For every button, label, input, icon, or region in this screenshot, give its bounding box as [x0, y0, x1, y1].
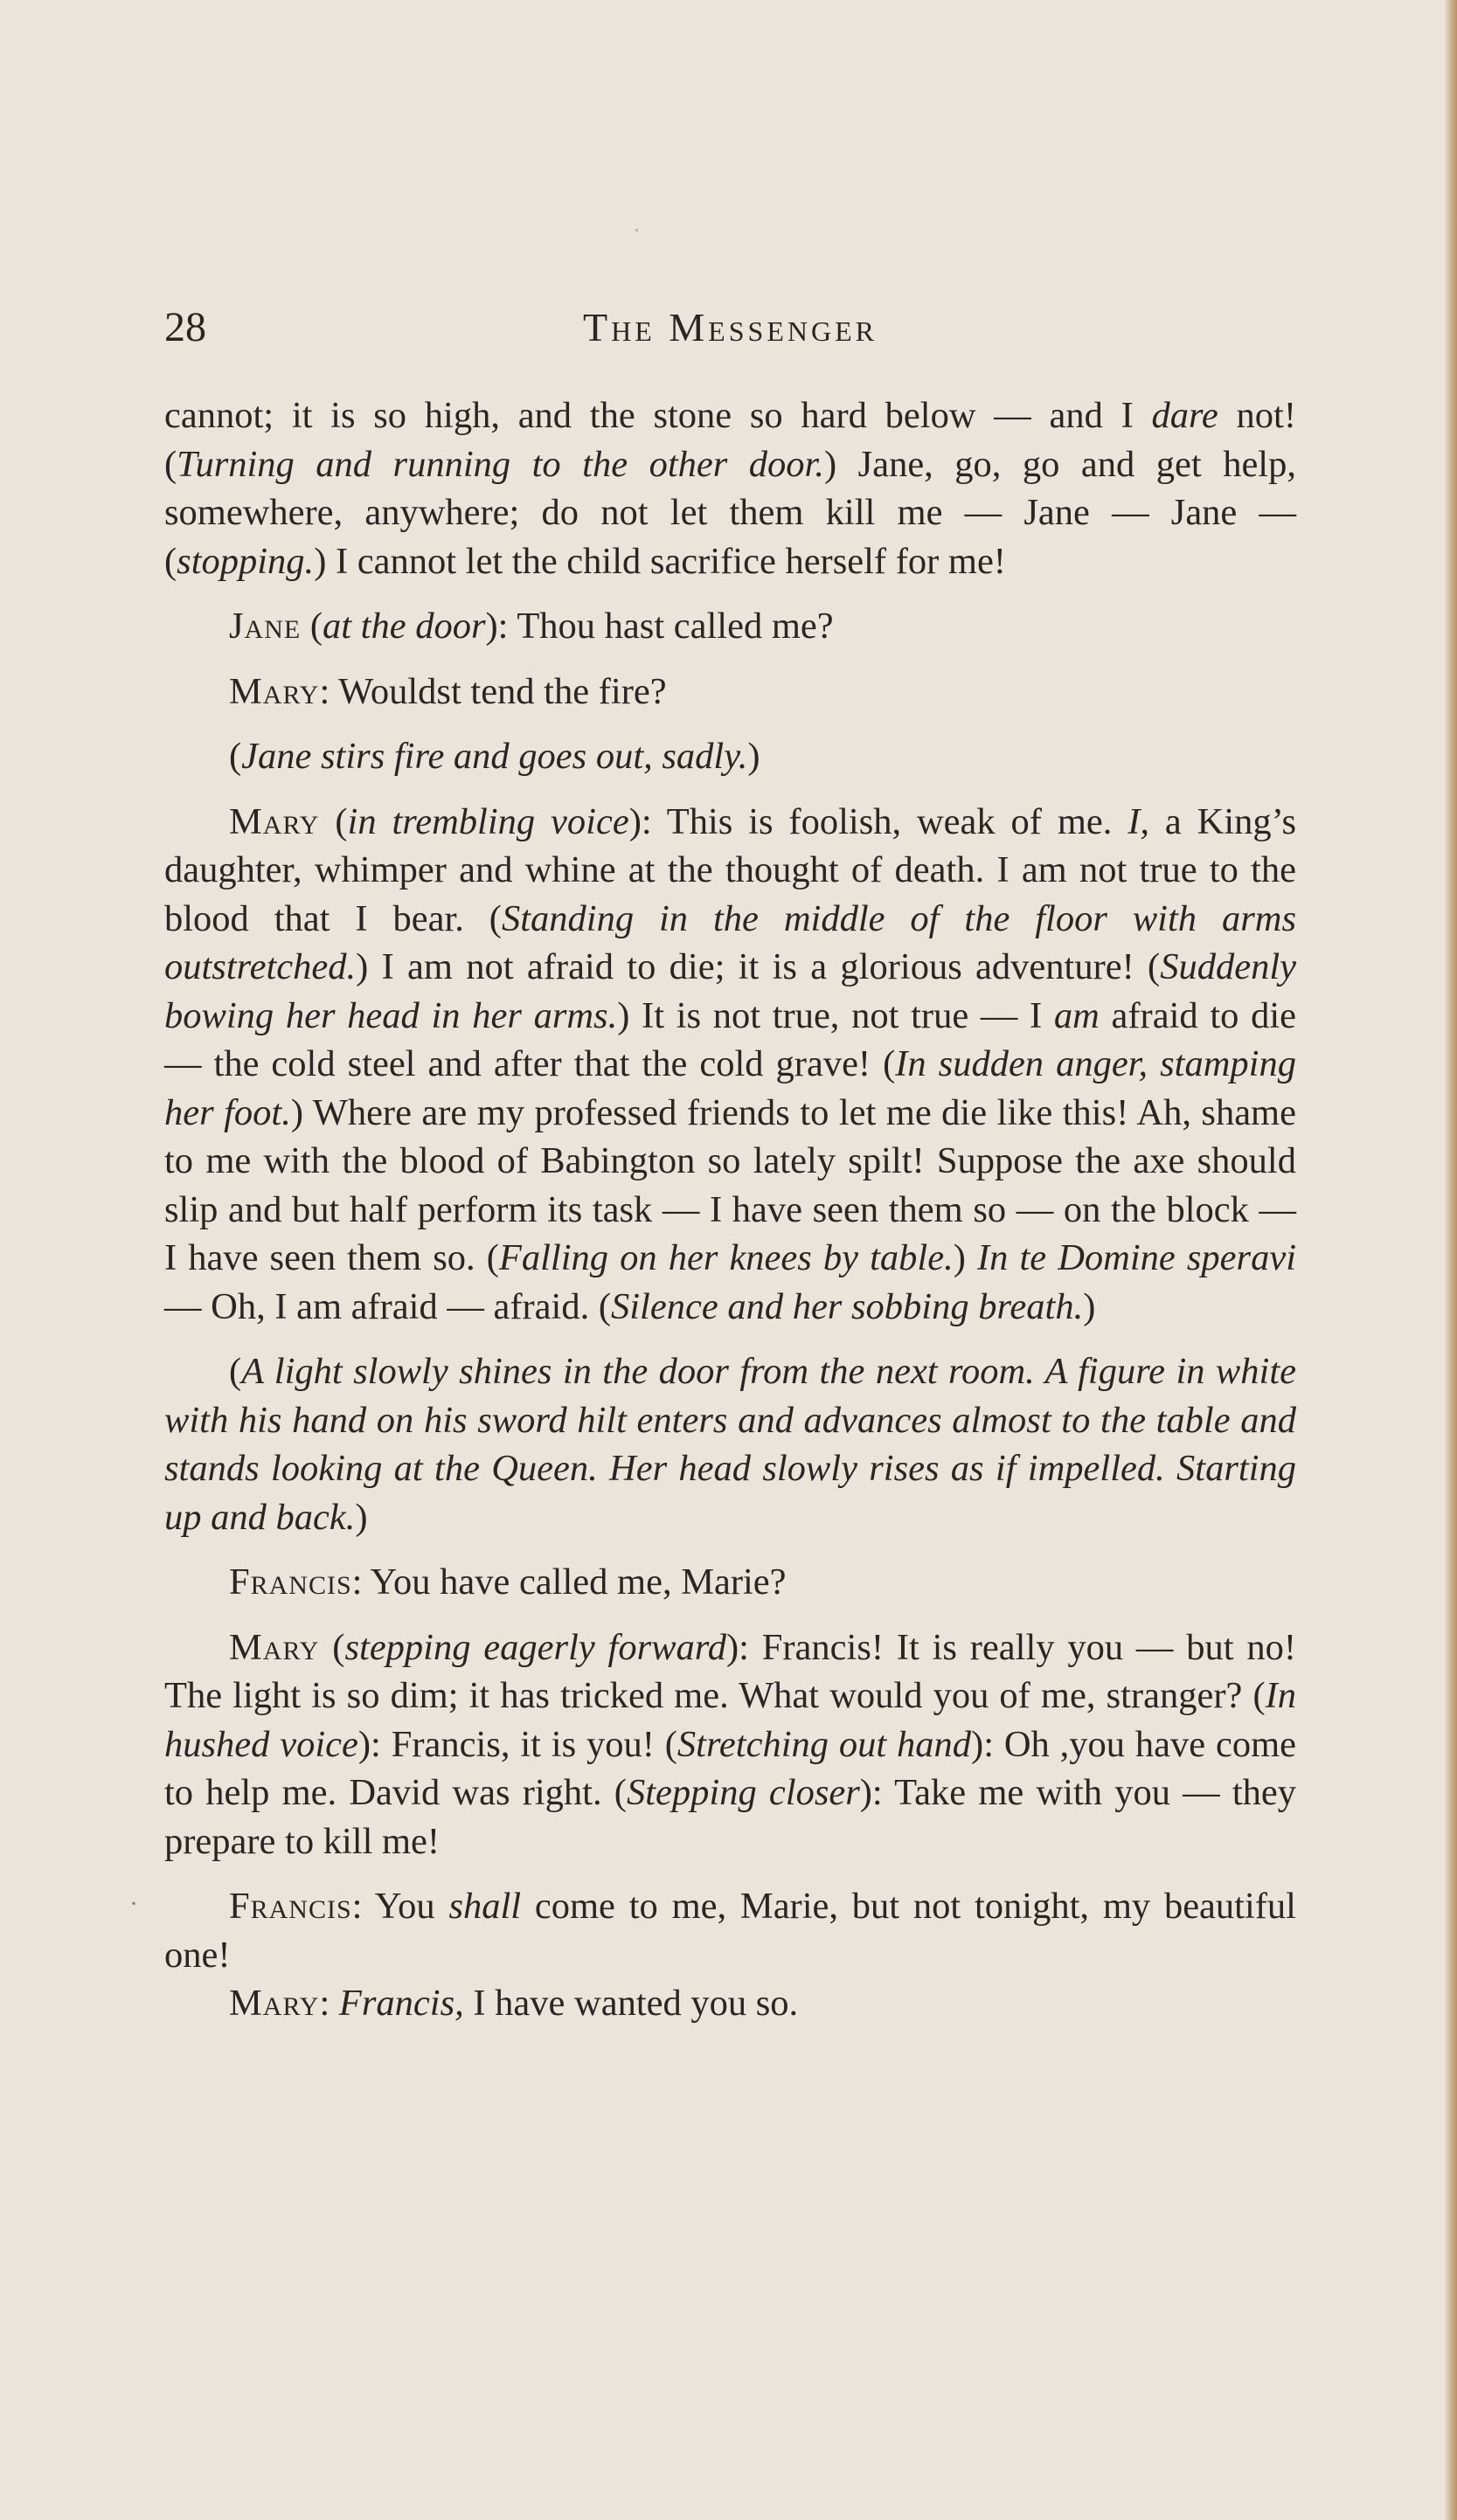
dialogue-text: ( [301, 606, 323, 647]
dialogue-text: ): Francis, it is you! ( [357, 1723, 677, 1765]
paper-speck [635, 229, 638, 232]
stage-direction-text: A light slowly shines in the door from the next room. A figure in white with his hand on his sword hilt enters and advances almost to the table and stands looking at the Queen. Her head slowly rises as if impelled. Starting up and back. [164, 1351, 1296, 1538]
paragraph [164, 602, 1296, 651]
paragraph [164, 1347, 1296, 1541]
dialogue-text: afraid to die — the cold steel and after that the cold grave! ( [164, 994, 1296, 1084]
stage-direction-text: In sudden anger, stamping her foot. [164, 1043, 1296, 1133]
paragraph [164, 798, 1296, 1332]
page-edge [1445, 0, 1457, 2520]
dialogue-text: ): This is foolish, weak of me. [628, 800, 1128, 842]
dialogue-text: ( [319, 800, 348, 842]
stage-direction-text: Francis, [338, 1983, 464, 2024]
dialogue-text: ) I am not afraid to die; it is a glorious adventure! ( [356, 946, 1161, 987]
stage-direction-text: Jane stirs fire and goes out, sadly. [241, 736, 748, 777]
speaker-name: Jane [229, 606, 302, 647]
dialogue-text: ) Jane, go, go and get help, somewhere, anywhere; do not let them kill me — Jane — Jane — ( [164, 443, 1296, 582]
speaker-name: Francis [229, 1886, 352, 1927]
stage-direction-text: Turning and running to the other door. [177, 443, 825, 485]
dialogue-text: : You [351, 1886, 449, 1927]
speaker-name: Mary [229, 800, 320, 842]
dialogue-text: ) It is not true, not true — I [617, 994, 1054, 1036]
stage-direction-text: stopping. [177, 540, 315, 582]
dialogue-text: — Oh, I am afraid — afraid. ( [164, 1285, 611, 1327]
dialogue-text: ( [229, 736, 242, 777]
speaker-name: Mary [229, 1626, 320, 1668]
stage-direction-text: Stretching out hand [676, 1723, 972, 1765]
paragraph [164, 732, 1296, 781]
speaker-name: Mary [229, 1983, 320, 2024]
speaker-name: Francis [229, 1561, 352, 1603]
dialogue-text: a King’s daughter, whimper and whine at the thought of death. I am not true to the blood that I bear. ( [164, 800, 1296, 939]
paragraph [164, 391, 1296, 585]
dialogue-text: ) [953, 1237, 977, 1278]
stage-direction-text: Standing in the middle of the floor with arms outstretched. [164, 897, 1296, 987]
paragraph [164, 1979, 1296, 2028]
speaker-name: Mary [229, 670, 320, 712]
play-text [164, 391, 1296, 2045]
dialogue-text: ): Francis! It is really you — but no! The light is so dim; it has tricked me. What would you of me, stranger? ( [164, 1626, 1296, 1716]
dialogue-text: : You have called me, Marie? [351, 1561, 787, 1603]
dialogue-text: ( [319, 1626, 345, 1668]
stage-direction-text: at the door [322, 606, 486, 647]
dialogue-text: : [319, 1983, 339, 2024]
paragraph [164, 1882, 1296, 1979]
margin-mark: · [129, 1889, 138, 1918]
stage-direction-text: stepping eagerly forward [344, 1626, 726, 1668]
dialogue-text: ) [355, 1496, 368, 1538]
stage-direction-text: am [1053, 994, 1100, 1036]
dialogue-text: cannot; it is so high, and the stone so hard below — and I [164, 395, 1152, 436]
stage-direction-text: in trembling voice [347, 800, 629, 842]
dialogue-text: ): Thou hast called me? [485, 606, 834, 647]
dialogue-text: not! ( [164, 395, 1296, 485]
stage-direction-text: In hushed voice [164, 1675, 1296, 1765]
page-number: 28 [164, 304, 206, 350]
dialogue-text: ) Where are my professed friends to let me die like this! Ah, shame to me with the blood of Babington so lately spilt! Suppose the axe should slip and but half perform its task — I have seen them so — on the block — I have seen them so. ( [164, 1091, 1296, 1278]
page-header [164, 297, 1296, 358]
dialogue-text: ) I cannot let the child sacrifice herself for me! [314, 540, 1006, 582]
stage-direction-text: Suddenly bowing her head in her arms. [164, 946, 1296, 1036]
stage-direction-text: shall [448, 1886, 522, 1927]
dialogue-text: : Wouldst tend the fire? [319, 670, 667, 712]
dialogue-text: ) [1083, 1285, 1096, 1327]
dialogue-text: ) [747, 736, 760, 777]
dialogue-text: come to me, Marie, but not tonight, my beautiful one! [164, 1886, 1296, 1976]
running-head: The Messenger [583, 305, 878, 350]
stage-direction-text: dare [1151, 395, 1218, 436]
dialogue-text: ): Take me with you — they prepare to kill me! [164, 1772, 1297, 1862]
dialogue-text: ): Oh ,you have come to help me. David was right. ( [164, 1723, 1297, 1813]
dialogue-text: ( [229, 1351, 242, 1392]
stage-direction-text: I, [1127, 800, 1150, 842]
stage-direction-text: Stepping closer [626, 1772, 860, 1813]
stage-direction-text: Falling on her knees by table. [498, 1237, 954, 1278]
dialogue-text: I have wanted you so. [463, 1983, 799, 2024]
paragraph [164, 1623, 1296, 1866]
stage-direction-text: Silence and her sobbing breath. [610, 1285, 1084, 1327]
paragraph [164, 1558, 1296, 1607]
paragraph [164, 668, 1296, 717]
stage-direction-text: In te Domine speravi [976, 1237, 1296, 1278]
